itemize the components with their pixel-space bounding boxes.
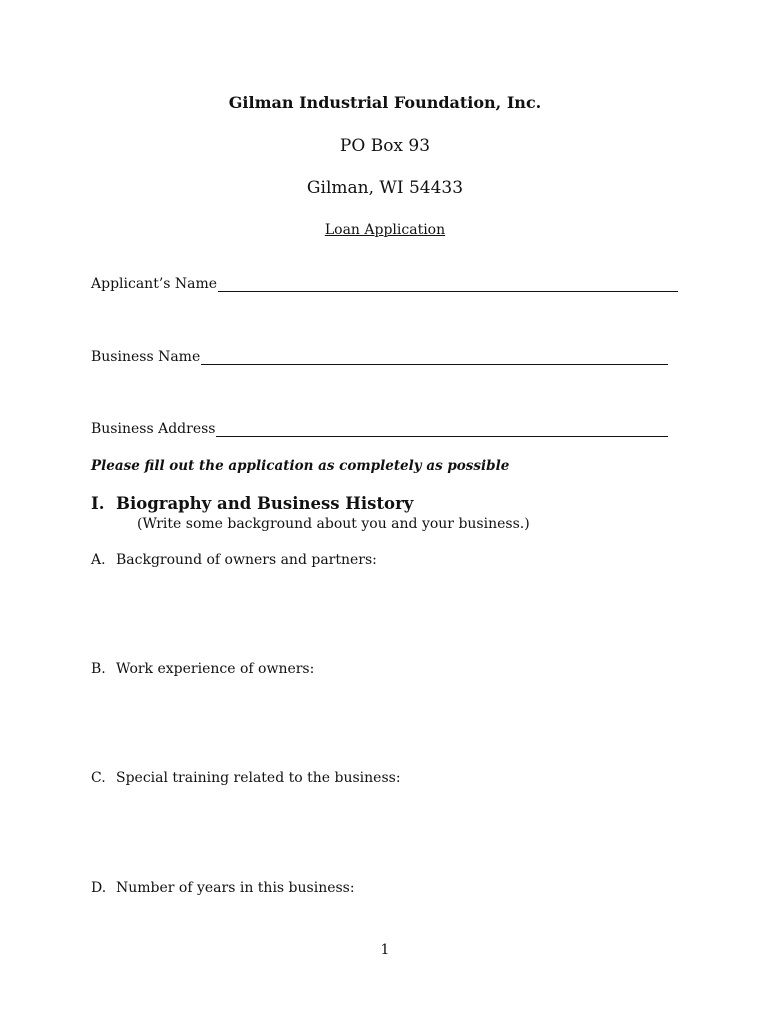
question-text: Special training related to the business: (116, 770, 401, 786)
question-text: Work experience of owners: (116, 661, 315, 677)
business-name-label: Business Name (91, 349, 201, 365)
question-c (91, 770, 401, 786)
business-name-field[interactable] (91, 349, 668, 365)
section-heading (91, 494, 413, 513)
form-title: Loan Application (324, 222, 446, 238)
instruction-text: Please fill out the application as completely as possible (91, 458, 510, 474)
business-address-field[interactable] (91, 421, 668, 437)
applicant-name-label: Applicant’s Name (91, 276, 218, 292)
question-text: Number of years in this business: (116, 880, 355, 896)
section-subtitle: (Write some background about you and your business.) (137, 516, 530, 532)
business-address-line[interactable] (216, 422, 668, 437)
organization-name: Gilman Industrial Foundation, Inc. (228, 93, 542, 112)
page-number: 1 (380, 942, 390, 958)
section-title: Biography and Business History (116, 494, 414, 513)
business-name-line[interactable] (201, 350, 668, 365)
question-a (91, 552, 377, 568)
applicant-name-line[interactable] (218, 277, 678, 292)
question-letter: A. (91, 552, 106, 568)
question-d (91, 880, 355, 896)
question-b (91, 661, 314, 677)
section-number: I. (91, 494, 105, 513)
business-address-label: Business Address (91, 421, 216, 437)
city-state-zip: Gilman, WI 54433 (306, 178, 464, 198)
question-letter: C. (91, 770, 106, 786)
applicant-name-field[interactable] (91, 276, 678, 292)
question-text: Background of owners and partners: (116, 552, 377, 568)
question-letter: D. (91, 880, 107, 896)
question-letter: B. (91, 661, 106, 677)
po-box-address: PO Box 93 (339, 136, 431, 156)
